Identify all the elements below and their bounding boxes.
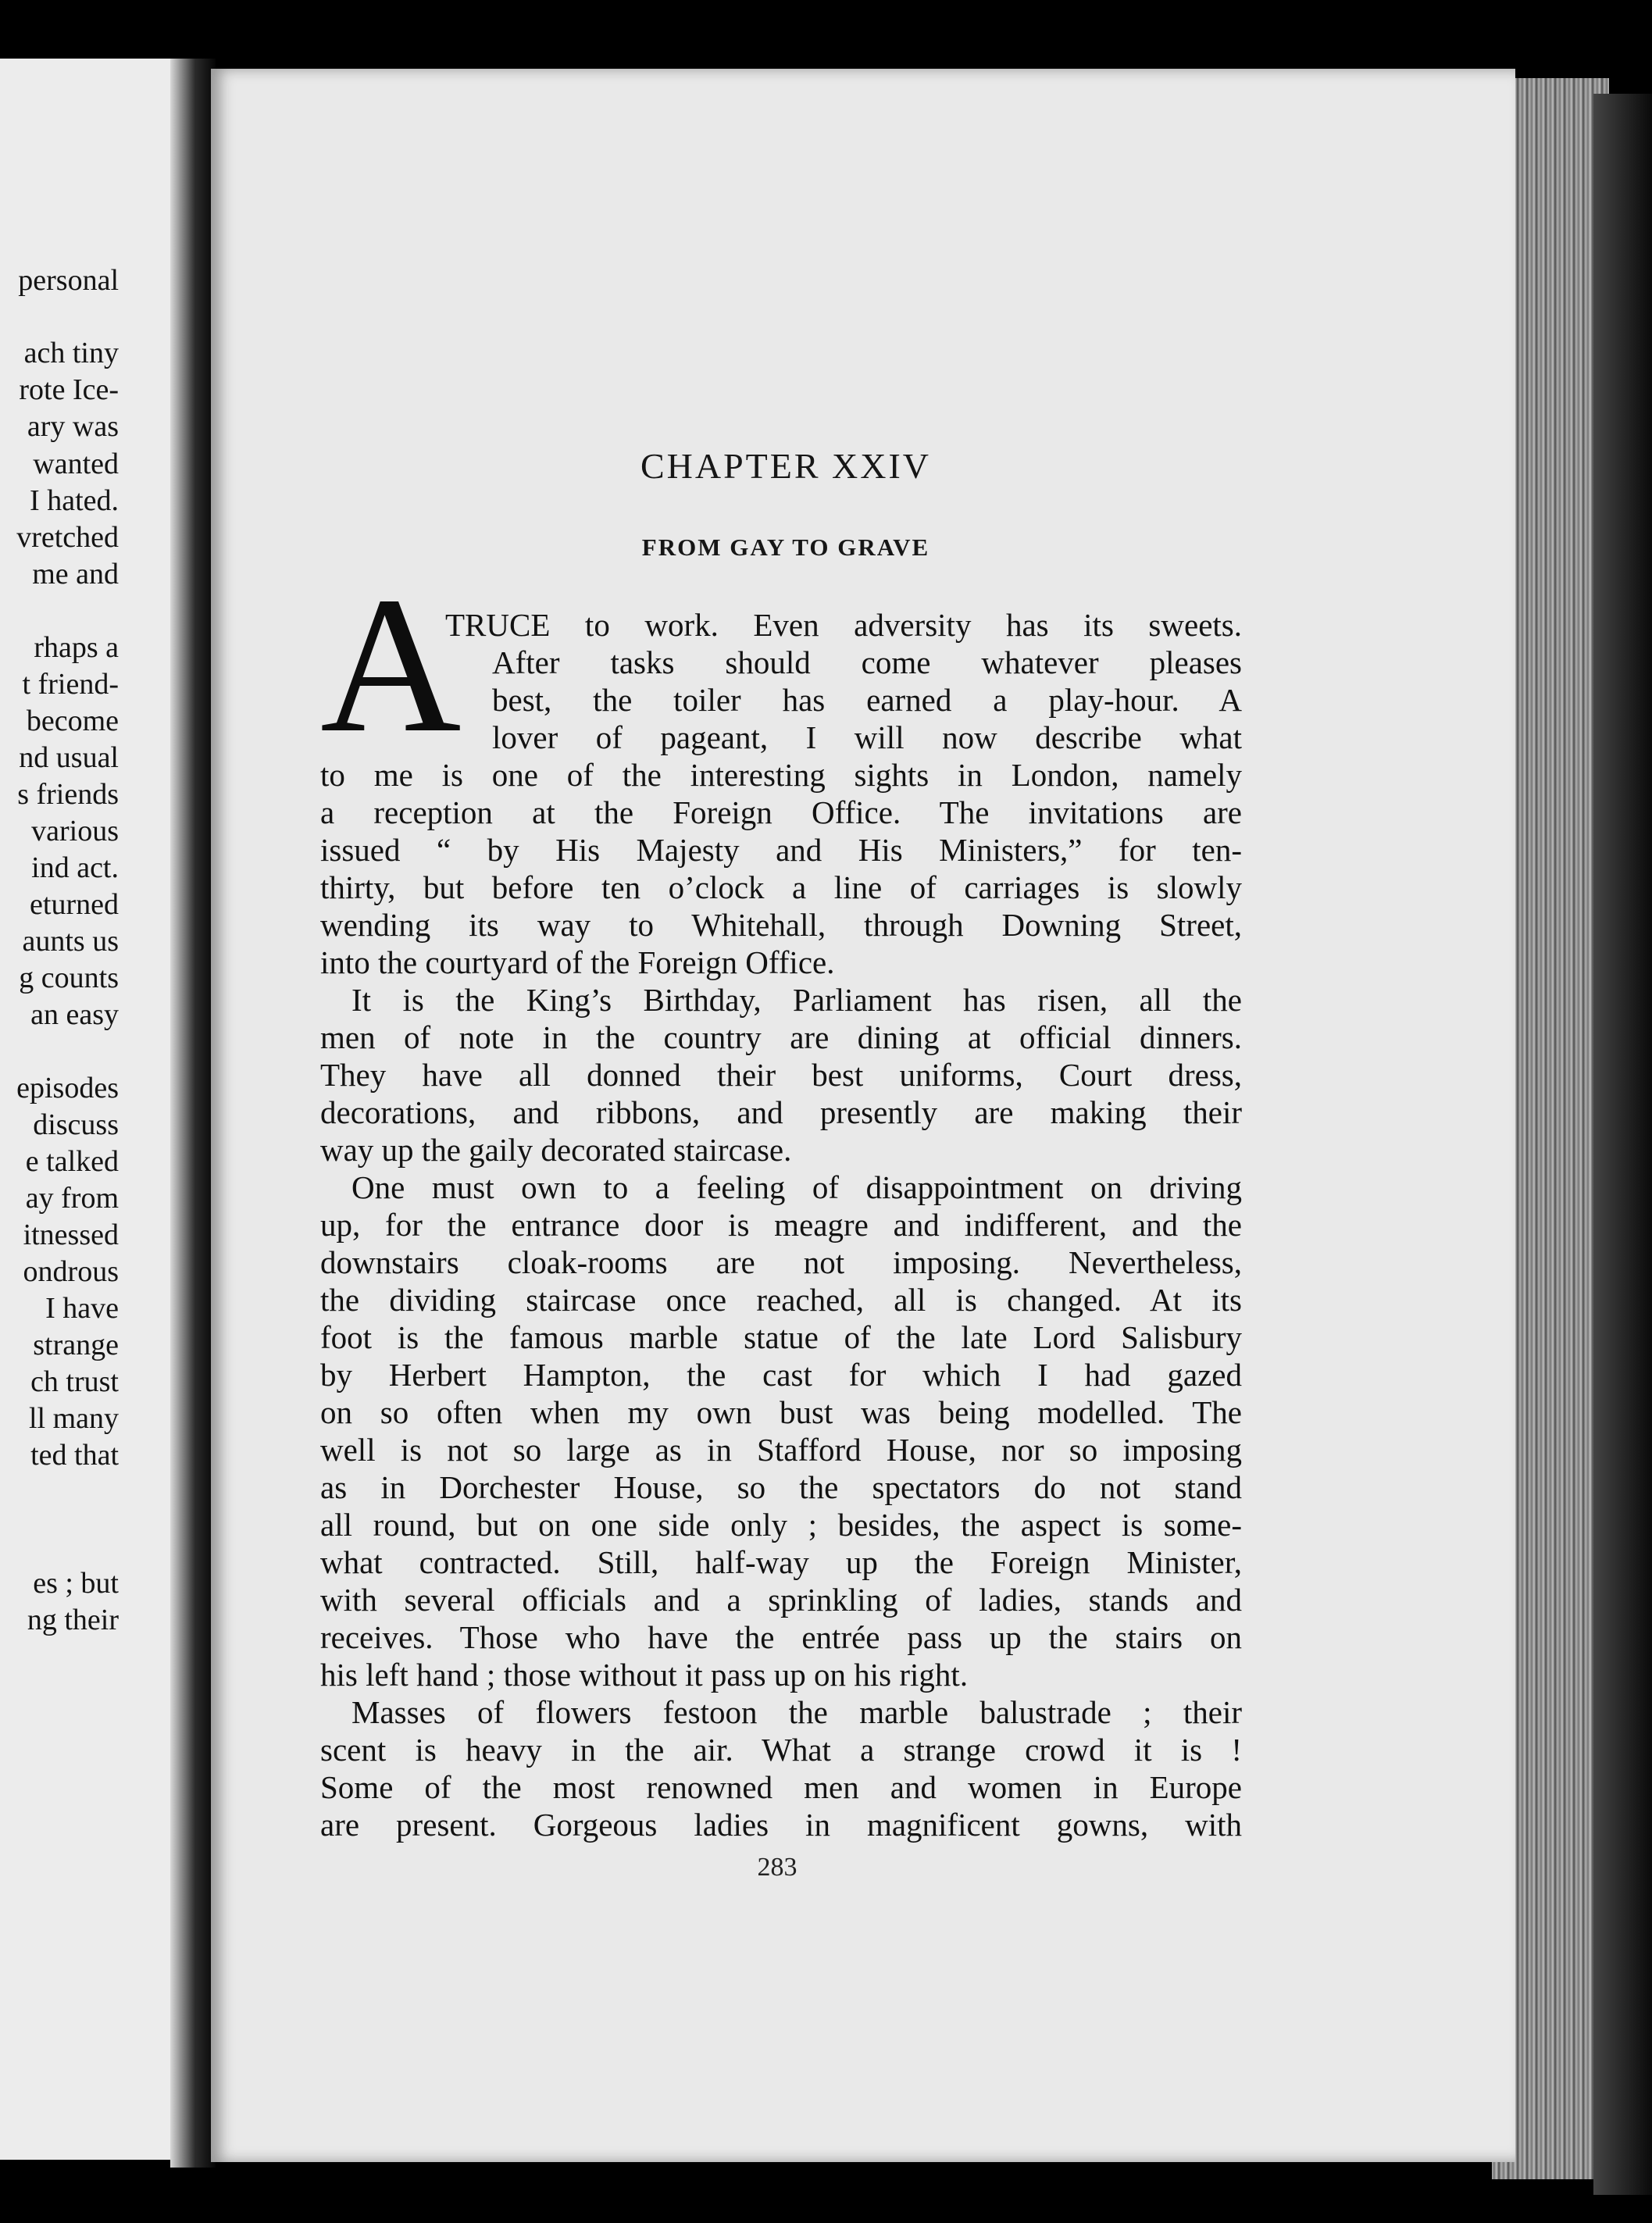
left-line: ind act. [31,851,119,884]
text-line: on so often when my own bust was being modelled. The [320,1394,1242,1430]
book-cover-edge [1593,94,1652,2195]
chapter-title: CHAPTER XXIV [640,446,932,486]
left-line: nd usual [19,741,119,774]
left-line: ay from [25,1182,119,1215]
text-line: lover of pageant, I will now describe what [492,719,1242,755]
left-line: itnessed [23,1219,119,1251]
text-line: a reception at the Foreign Office. The invitations are [320,794,1242,830]
left-line: ll many [28,1402,119,1435]
text-line: issued “ by His Majesty and His Ministers,” for ten- [320,832,1242,868]
text-line: up, for the entrance door is meagre and indifferent, and the [320,1207,1242,1243]
left-line: vretched [16,521,119,554]
text-line: They have all donned their best uniforms, Court dress, [320,1057,1242,1093]
text-line: wending its way to Whitehall, through Downing Street, [320,907,1242,943]
text-line: One must own to a feeling of disappointment on driving [351,1169,1242,1205]
text-line: After tasks should come whatever pleases [492,644,1242,680]
left-line: s friends [17,778,119,811]
left-line: discuss [33,1108,119,1141]
left-line: ondrous [23,1255,119,1288]
left-line: episodes [16,1072,119,1104]
page-number: 283 [757,1853,797,1882]
text-line: thirty, but before ten o’clock a line of carriages is slowly [320,869,1242,905]
text-line: his left hand ; those without it pass up on his right. [320,1657,969,1693]
left-line: strange [33,1329,119,1361]
left-line: g counts [19,962,119,994]
left-line: personal [18,264,119,297]
text-line: the dividing staircase once reached, all is changed. At its [320,1282,1242,1318]
chapter-subtitle: FROM GAY TO GRAVE [641,533,930,561]
book-gutter [170,59,216,2168]
text-line: TRUCE to work. Even adversity has its sweets. [445,607,1242,643]
left-line: I have [45,1292,119,1325]
text-line: well is not so large as in Stafford House, nor so imposing [320,1432,1242,1468]
text-line: Masses of flowers festoon the marble balustrade ; their [351,1694,1242,1730]
text-line: It is the King’s Birthday, Parliament has risen, all the [351,982,1242,1018]
text-line: scent is heavy in the air. What a strange crowd it is ! [320,1732,1242,1768]
left-line: rhaps a [34,631,119,664]
text-line: men of note in the country are dining at official dinners. [320,1019,1242,1055]
left-line: aunts us [22,925,119,958]
left-line: e talked [25,1145,119,1178]
text-line: by Herbert Hampton, the cast for which I had gazed [320,1357,1242,1393]
left-line: rote Ice- [19,373,119,406]
text-line: receives. Those who have the entrée pass up the stairs on [320,1619,1242,1655]
text-line: way up the gaily decorated staircase. [320,1132,792,1168]
text-line: to me is one of the interesting sights in London, namely [320,757,1242,793]
left-line: ng their [27,1604,119,1636]
left-line: eturned [30,888,119,921]
text-line: into the courtyard of the Foreign Office. [320,944,835,980]
left-line: wanted [33,448,119,480]
text-line: what contracted. Still, half-way up the Foreign Minister, [320,1544,1242,1580]
left-line: es ; but [33,1567,119,1600]
text-line: all round, but on one side only ; besides, the aspect is some- [320,1507,1242,1543]
left-line: ch trust [30,1365,119,1398]
text-line: decorations, and ribbons, and presently are making their [320,1094,1242,1130]
left-line: an easy [30,998,119,1031]
text-line: with several officials and a sprinkling of ladies, stands and [320,1582,1242,1618]
left-line: ted that [30,1439,119,1472]
text-line: downstairs cloak-rooms are not imposing. Nevertheless, [320,1244,1242,1280]
text-line: best, the toiler has earned a play-hour. A [492,682,1242,718]
text-line: foot is the famous marble statue of the late Lord Salisbury [320,1319,1242,1355]
drop-cap: A [320,557,462,773]
left-line: ach tiny [23,337,119,369]
left-line: me and [32,558,119,591]
left-line: t friend- [22,668,119,701]
left-line: ary was [27,410,119,443]
text-line: are present. Gorgeous ladies in magnificent gowns, with [320,1807,1242,1843]
left-line: I hated. [30,484,119,517]
text-line: Some of the most renowned men and women in Europe [320,1769,1242,1805]
left-line: become [26,705,119,737]
text-line: as in Dorchester House, so the spectators do not stand [320,1469,1242,1505]
left-line: various [31,815,119,847]
